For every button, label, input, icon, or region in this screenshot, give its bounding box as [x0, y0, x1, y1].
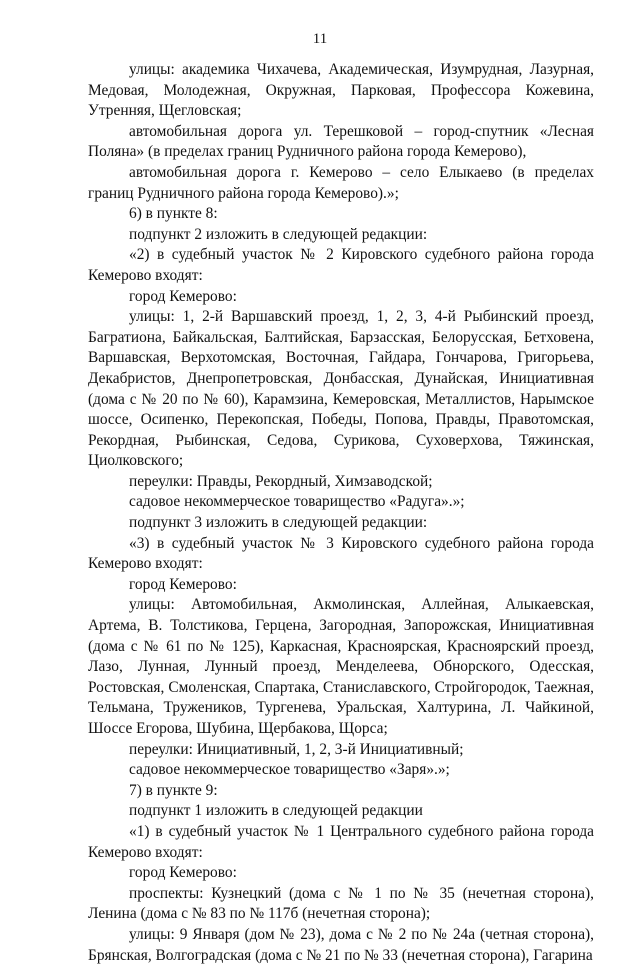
- paragraph-streets-rudnichny: улицы: академика Чихачева, Академическая, Изумрудная, Лазурная, Медовая, Молодежная, Окружная, Парковая, Профессора Кожевина, Утренняя, Щегловская;: [88, 61, 594, 120]
- paragraph-streets-central: улицы: 9 Января (дом № 23), дома с № 2 по № 24а (четная сторона), Брянская, Волгоградская (дома с № 21 по № 33 (нечетная сторона), Гагарина: [88, 925, 594, 964]
- paragraph-road-lesnaya-polyana: автомобильная дорога ул. Терешковой – город-спутник «Лесная Поляна» (в пределах границ Рудничного района города Кемерово),: [88, 122, 594, 161]
- paragraph-item-6: 6) в пункте 8:: [129, 205, 218, 223]
- paragraph-avenues-central: проспекты: Кузнецкий (дома с № 1 по № 35 (нечетная сторона), Ленина (дома с № 83 по № 117б (нечетная сторона);: [88, 884, 594, 923]
- paragraph-streets-section-3: улицы: Автомобильная, Акмолинская, Аллейная, Алыкаевская, Артема, В. Толстикова, Герцена, Загородная, Запорожская, Инициативная (дома с № 61 по № 125), Каркасная, Красноярская, Красноярский проезд, Лазо, Лунная, Лунный проезд, Менделеева, Обнорского, Одесская, Ростовская, Смоленская, Спартака, Станиславского, Стройгородок, Таежная, Тельмана, Тружеников, Тургенева, Уральская, Халтурина, Л. Чайкиной, Шоссе Егорова, Шубина, Щербакова, Щорса;: [88, 596, 594, 737]
- paragraph-snt-zarya: садовое некоммерческое товарищество «Заря».»;: [129, 761, 450, 779]
- paragraph-section-1-title: «1) в судебный участок № 1 Центрального судебного района города Кемерово входят:: [88, 822, 594, 861]
- page-number: 11: [312, 31, 328, 47]
- paragraph-snt-raduga: садовое некоммерческое товарищество «Радуга».»;: [129, 493, 465, 511]
- paragraph-subitem-2-intro: подпункт 2 изложить в следующей редакции:: [129, 225, 428, 243]
- document-body: [88, 60, 594, 966]
- paragraph-section-3-title: «3) в судебный участок № 3 Кировского судебного района города Кемерово входят:: [88, 534, 594, 573]
- paragraph-lanes-section-3: переулки: Инициативный, 1, 2, 3-й Инициативный;: [129, 740, 464, 758]
- paragraph-city-1: город Кемерово:: [129, 287, 237, 305]
- paragraph-road-elykaevo: автомобильная дорога г. Кемерово – село Елыкаево (в пределах границ Рудничного района города Кемерово).»;: [88, 163, 594, 202]
- paragraph-city-2: город Кемерово:: [129, 575, 237, 593]
- paragraph-section-2-title: «2) в судебный участок № 2 Кировского судебного района города Кемерово входят:: [88, 246, 594, 284]
- paragraph-subitem-1-intro: подпункт 1 изложить в следующей редакции: [129, 802, 423, 820]
- paragraph-item-7: 7) в пункте 9:: [129, 781, 218, 799]
- paragraph-city-3: город Кемерово:: [129, 864, 237, 882]
- paragraph-subitem-3-intro: подпункт 3 изложить в следующей редакции:: [129, 514, 428, 532]
- paragraph-streets-section-2: улицы: 1, 2-й Варшавский проезд, 1, 2, 3, 4-й Рыбинский проезд, Багратиона, Байкальская, Балтийская, Барзасская, Белорусская, Бетховена, Варшавская, Верхотомская, Восточная, Гайдара, Гончарова, Григорьева, Декабристов, Днепропетровская, Донбасская, Дунайская, Инициативная (дома с № 20 по № 60), Карамзина, Кемеровская, Металлистов, Нарымское шоссе, Осипенко, Перекопская, Победы, Попова, Правды, Правотомская, Рекордная, Рыбинская, Седова, Сурикова, Суховерхова, Тяжинская, Циолковского;: [88, 308, 594, 470]
- paragraph-lanes-section-2: переулки: Правды, Рекордный, Химзаводской;: [129, 472, 433, 490]
